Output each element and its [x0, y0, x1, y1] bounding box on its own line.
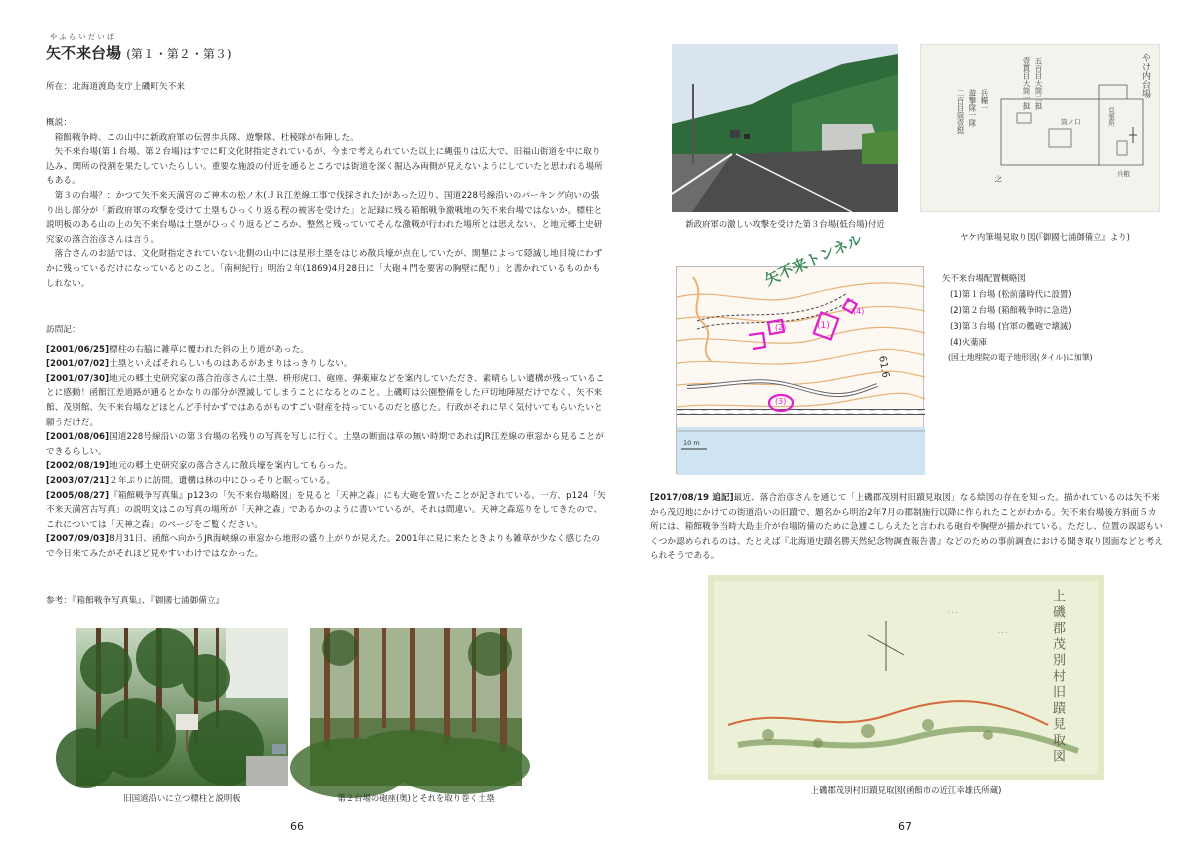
visit-entry: [2005/08/27]『箱館戦争写真集』p123の「矢不来台場略図」を見ると「天神之森」にも大砲を置いたことが記されている。一方、p124「矢不来天満宮古写真」の説明文はこの写真の場所が「天神之森」であるかのように書いているが、それは間違い。天神之森巡りをしてきたので、これについては「天神之森」のページをご覧ください。: [46, 490, 606, 530]
map-legend: [942, 270, 1182, 366]
doc-text: 見張所: [1107, 107, 1115, 127]
legend-item: (3)第３台場 (官軍の艦砲で壊滅): [950, 321, 1072, 331]
map-label-2: (2): [775, 323, 787, 332]
doc-text: 兵糧一: [980, 89, 989, 112]
note-text: 最近、落合治彦さんを通じて「上磯郡茂別村旧蹟見取図」なる絵図の存在を知った。描かれているのは矢不来から茂辺地にかけての街道沿いの旧蹟で、題名から明治2年7月の郡制施行以降に作られたことがわかる。矢不来台場後方斜面５カ所には、箱館戦争当時大島圭介が台場防備のために急遽こしらえたと言われる砲台や胸壁が描かれている。ただし、位置の誤認もいくつか認められるのは、たとえば『北海道史蹟名勝天然紀念物調査報告書』などのための事前調査における聞き取り図面などと考えられそうである。: [650, 493, 1163, 562]
overview-paragraph: 箱館戦争時、この山中に新政府軍の伝習歩兵隊、遊撃隊、杜稜隊が布陣した。: [54, 132, 359, 143]
title-ruby: やふらいだいば: [50, 33, 117, 41]
caption-photo-signpost: 旧国道沿いに立つ標柱と説明板: [123, 793, 241, 803]
page-number-right: 67: [898, 820, 912, 833]
visit-entry: [2007/09/03]8月31日、函館へ向かうJR海峡線の車窓から地形の盛り上がりが見えた。2001年に見に来たときよりも雑草が少なく感じたので今日来てみたがそれほど見やすいわけではなかった。: [46, 534, 601, 559]
doc-text: 二百目筒壹挺: [956, 89, 965, 134]
page-number-left: 66: [290, 820, 304, 833]
appended-note: [650, 491, 1165, 564]
overview-paragraph: 矢不来台場(第１台場、第２台場)はすでに町文化財指定されているが、今まで考えられていた以上に縄張りは広大で、旧福山街道を中に取り込み、関所の役割を果たしていたらしい。重要な施設の付近を通るところでは街道を深く掘込み両側が見えないようにしていたと思われる場所もある。: [46, 147, 603, 187]
page-title: [46, 42, 232, 63]
references-text: 参考：『箱館戦争写真集』、『御國七浦御備立』: [46, 596, 225, 606]
photo-scroll-map: [708, 575, 1104, 780]
caption-scroll-map: 上磯郡茂別村旧蹟見取図(函館市の近江幸雄氏所蔵): [810, 785, 1002, 795]
visit-entry: [2001/07/02]土塁といえばそれらしいものはあるがあまりはっきりしない。: [46, 359, 353, 370]
note-date: [2017/08/19 追記]: [650, 493, 734, 503]
doc-text: 壹貫目大筒一挺: [1022, 57, 1031, 110]
visit-entry: [2001/07/30]地元の郷土史研究家の落合治彦さんに土塁、枡形虎口、砲座、弾薬庫などを案内していただき、素晴らしい遺構が残っていることに感動！函館江差道路が通るとかなりの部分が湮滅してしまうことになるとのこと。上磯町は公園整備をした戸切地陣屋だけでなく、矢不来館、茂別館、矢不来台場などほとんど手付かずではあるがものすごい財産を持っているのだと感じた。行政がそれに早く気付いてもらいたいと願うだけだ。: [46, 373, 605, 428]
scroll-title: 上磯郡茂別村旧蹟見取図: [1050, 589, 1065, 765]
visit-entry: [2001/06/25]標柱の右脇に雑草に覆われた斜の上り道があった。: [46, 344, 310, 355]
visit-entry: [2002/08/19]地元の郷土史研究家の落合さんに散兵壕を案内してもらった。: [46, 461, 353, 472]
visits-heading: 訪問記：: [46, 325, 81, 335]
visit-entry: [2001/08/06]国道228号線沿いの第３台場の名残りの写真を写しに行く。土塁の断面は草の無い時期であればJR江差線の車窓から見ることができるらしい。: [46, 432, 604, 457]
doc-text: 之: [994, 175, 1003, 183]
title-sub: (第１・第２・第３): [126, 47, 232, 61]
caption-photo-road: 新政府軍の激しい攻撃を受けた第３台場(低台場)付近: [685, 219, 885, 229]
topo-map: [676, 230, 924, 474]
map-elevation: 61.6: [876, 355, 891, 379]
visits-section: [46, 323, 608, 562]
doc-text: 筒ノ口: [1061, 118, 1081, 126]
legend-item: (2)第２台場 (箱館戦争時に急造): [950, 305, 1072, 315]
photo-battery: [310, 628, 522, 786]
title-main: 矢不来台場: [46, 44, 122, 62]
doc-text: 兵粮: [1117, 170, 1130, 178]
map-tunnel-label: 矢不来トンネル: [761, 230, 865, 290]
legend-title: 矢不来台場配置概略図: [942, 273, 1026, 283]
caption-old-document: ヤケ内筆場見取り図(『御國七浦御備立』より): [960, 232, 1130, 242]
location-text: 所在：北海道渡島支庁上磯町矢不来: [46, 82, 186, 92]
photo-road: [672, 44, 898, 212]
overview-paragraph: 第３の台場？：かつて矢不来天満宮のご神木の松ノ木(ＪＲ江差線工事で伐採された)があった辺り、国道228号線沿いのパーキング向いの張り出し部分が「新政府軍の攻撃を受けて土塁もひっくり返る程の被害を受けた」と記録に残る箱館戦争激戦地の矢不来台場ではないか。標柱と説明板のある山の上の矢不来台場は土塁がひっくり返るどころか、整然と残っていてそんな激戦が行われた場所とは思えない、と地元郷土史研究家の落合治彦さんは言う。: [46, 190, 603, 245]
svg-text:· · ·: · · ·: [998, 630, 1008, 637]
map-label-4: (4): [853, 307, 865, 316]
doc-text: 五百目大筒二挺: [1034, 57, 1043, 110]
caption-photo-battery: 第２台場の砲座(奥)とそれを取り巻く土塁: [337, 793, 495, 803]
photo-signpost: [76, 628, 288, 786]
overview-section: [46, 116, 608, 291]
legend-item: (1)第１台場 (松前藩時代に設置): [950, 289, 1072, 299]
map-scale: 10 m: [683, 439, 700, 447]
map-label-1: (1): [817, 321, 830, 331]
photo-old-document: [920, 44, 1160, 212]
visit-entry: [2003/07/21]２年ぶりに訪問。遺構は林の中にひっそりと眠っている。: [46, 475, 336, 486]
legend-note: (国土地理院の電子地形図(タイル)に加筆): [948, 353, 1093, 362]
doc-text: やけ内台場: [1140, 53, 1150, 98]
map-label-3: (3): [775, 397, 787, 406]
doc-text: 遊撃隊一隊: [968, 89, 977, 127]
svg-text:· · ·: · · ·: [948, 610, 958, 617]
overview-paragraph: 落合さんのお話では、文化財指定されていない北側の山中には星形土塁をはじめ散兵壕が点在していたが、開墾によって隠滅し地目境にわずかに残っているだけになっているとのこと。「南柯紀行」明治２年(1869)4月28日に「大砲４門を要害の胸壁に配り」と書かれているものかもしれない。: [46, 249, 603, 289]
legend-item: (4)火薬庫: [950, 337, 987, 347]
overview-heading: 概説：: [46, 118, 73, 128]
